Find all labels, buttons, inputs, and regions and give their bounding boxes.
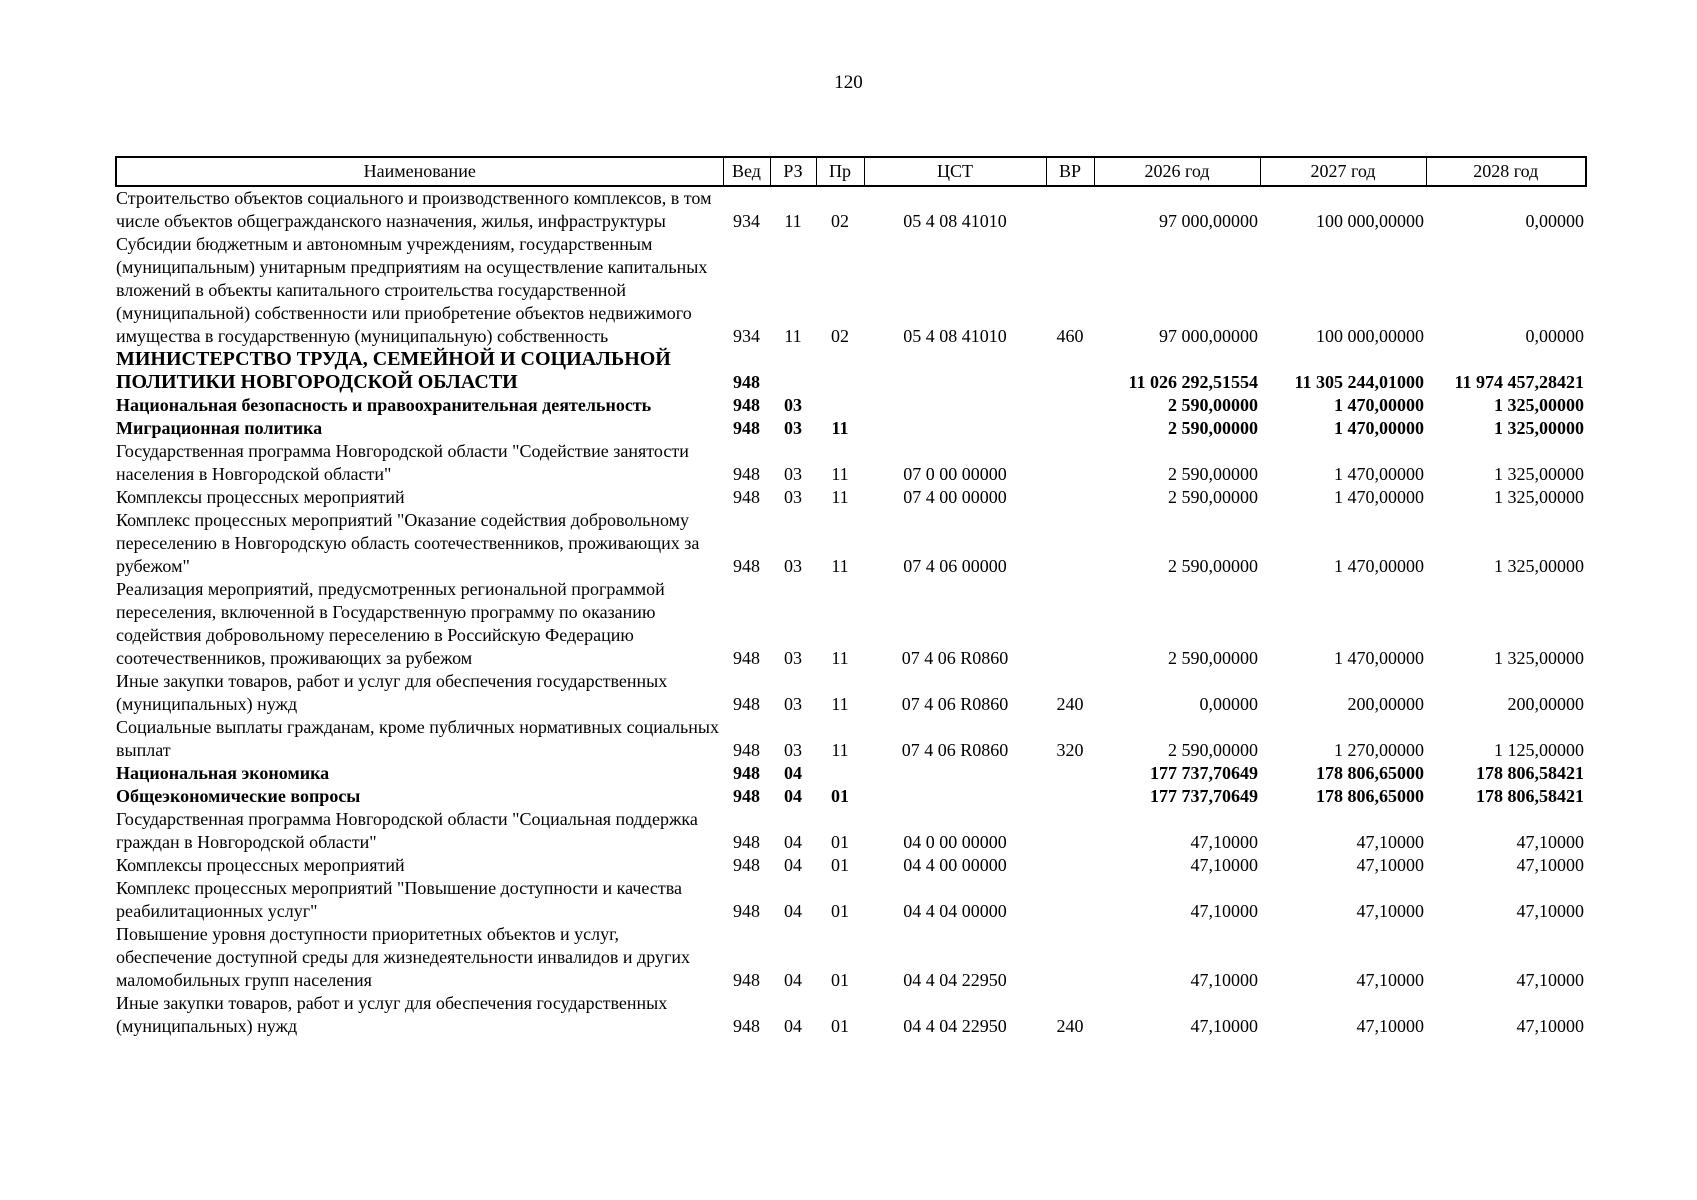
table-row	[116, 762, 1586, 785]
cell-2027: 178 806,65000	[1316, 763, 1424, 783]
cell-pr: 11	[831, 648, 849, 668]
cell-ved: 934	[733, 211, 760, 231]
cell-2026: 177 737,70649	[1150, 763, 1258, 783]
cell-2028: 0,00000	[1525, 326, 1584, 346]
cell-2028: 1 325,00000	[1494, 464, 1584, 484]
cell-pr	[816, 394, 864, 417]
cell-cst: 04 4 04 00000	[903, 901, 1007, 921]
cell-rz: 03	[784, 694, 802, 714]
cell-2027: 100 000,00000	[1316, 211, 1424, 231]
table-row	[116, 785, 1586, 808]
cell-2027: 1 470,00000	[1334, 395, 1424, 415]
cell-vr	[1046, 394, 1094, 417]
cell-rz: 04	[784, 786, 802, 806]
header-ved: Вед	[723, 157, 770, 186]
table-row	[116, 670, 1586, 716]
cell-ved: 948	[733, 372, 760, 392]
cell-2026: 2 590,00000	[1168, 418, 1258, 438]
cell-rz: 04	[784, 1016, 802, 1036]
cell-rz: 03	[784, 464, 802, 484]
cell-2026: 2 590,00000	[1168, 395, 1258, 415]
table-body	[116, 186, 1586, 1038]
cell-2026: 2 590,00000	[1168, 556, 1258, 576]
cell-pr: 01	[831, 901, 849, 921]
cell-cst: 05 4 08 41010	[903, 211, 1007, 231]
cell-ved: 948	[733, 694, 760, 714]
cell-2028: 1 325,00000	[1494, 556, 1584, 576]
cell-2028: 11 974 457,28421	[1454, 372, 1584, 392]
table-row	[116, 716, 1586, 762]
cell-2027: 47,10000	[1356, 855, 1424, 875]
cell-vr	[1046, 808, 1094, 854]
cell-vr	[1046, 186, 1094, 233]
cell-rz: 04	[784, 855, 802, 875]
cell-2028: 47,10000	[1516, 970, 1584, 990]
cell-rz: 04	[784, 970, 802, 990]
cell-ved: 948	[733, 395, 760, 415]
cell-2028: 200,00000	[1507, 694, 1584, 714]
cell-2027: 1 470,00000	[1334, 648, 1424, 668]
cell-ved: 948	[733, 740, 760, 760]
cell-name: Комплекс процессных мероприятий "Оказание содействия добровольному переселению в Новгородскую область соотечественников, проживающих за рубежом"	[116, 510, 700, 576]
cell-rz: 04	[784, 901, 802, 921]
cell-2026: 47,10000	[1190, 970, 1258, 990]
cell-name: Субсидии бюджетным и автономным учреждениям, государственным (муниципальным) унитарным предприятиям на осуществление капитальных вложений в объекты капитального строительства государственной (муниципальной) собственности или приобретение объектов недвижимого имущества в государственную (муниципальную) собственность	[116, 234, 708, 346]
cell-name: Иные закупки товаров, работ и услуг для обеспечения государственных (муниципальных) нужд	[116, 993, 668, 1036]
table-row	[116, 509, 1586, 578]
cell-2026: 97 000,00000	[1159, 211, 1258, 231]
header-2027: 2027 год	[1260, 157, 1426, 186]
cell-name: Повышение уровня доступности приоритетных объектов и услуг, обеспечение доступной среды для жизнедеятельности инвалидов и других маломобильных групп населения	[116, 924, 690, 990]
cell-2026: 2 590,00000	[1168, 487, 1258, 507]
table-row	[116, 923, 1586, 992]
cell-2028: 178 806,58421	[1476, 786, 1584, 806]
cell-cst: 07 4 06 00000	[903, 556, 1007, 576]
table-row	[116, 578, 1586, 670]
cell-rz: 11	[784, 211, 802, 231]
cell-name: Комплекс процессных мероприятий "Повышение доступности и качества реабилитационных услуг"	[116, 878, 682, 921]
cell-rz: 04	[784, 832, 802, 852]
cell-2026: 177 737,70649	[1150, 786, 1258, 806]
header-row	[116, 157, 1586, 186]
cell-ved: 948	[733, 648, 760, 668]
cell-pr: 11	[831, 740, 849, 760]
cell-2027: 47,10000	[1356, 1016, 1424, 1036]
cell-name: Реализация мероприятий, предусмотренных региональной программой переселения, включенной в Государственную программу по оказанию содействия добровольному переселению в Российскую Федерацию соотечественников, проживающих за рубежом	[116, 579, 665, 668]
table-row	[116, 992, 1586, 1038]
cell-cst	[864, 762, 1046, 785]
cell-vr	[1046, 417, 1094, 440]
cell-2027: 100 000,00000	[1316, 326, 1424, 346]
header-name: Наименование	[116, 157, 723, 186]
cell-2027: 1 470,00000	[1334, 487, 1424, 507]
cell-name: Национальная экономика	[116, 763, 330, 783]
cell-2028: 1 325,00000	[1494, 418, 1584, 438]
cell-ved: 948	[733, 556, 760, 576]
cell-2028: 47,10000	[1516, 855, 1584, 875]
cell-rz	[770, 348, 816, 394]
cell-vr: 460	[1056, 326, 1084, 346]
cell-2026: 0,00000	[1199, 694, 1258, 714]
cell-pr: 11	[831, 418, 849, 438]
cell-pr: 01	[831, 1016, 849, 1036]
table-header	[116, 157, 1586, 186]
cell-ved: 948	[733, 464, 760, 484]
cell-2028: 47,10000	[1516, 832, 1584, 852]
cell-cst: 04 0 00 00000	[903, 832, 1007, 852]
cell-cst: 07 4 06 R0860	[901, 740, 1009, 760]
cell-rz: 03	[784, 487, 802, 507]
cell-rz: 03	[784, 740, 802, 760]
cell-pr: 11	[831, 556, 849, 576]
cell-rz: 04	[784, 763, 802, 783]
cell-2027: 1 470,00000	[1334, 464, 1424, 484]
cell-vr	[1046, 440, 1094, 486]
cell-pr: 01	[831, 786, 849, 806]
header-pr: Пр	[816, 157, 864, 186]
table-row	[116, 440, 1586, 486]
cell-2026: 11 026 292,51554	[1128, 372, 1258, 392]
table-row	[116, 233, 1586, 348]
cell-name: Государственная программа Новгородской области "Социальная поддержка граждан в Новгородской области"	[116, 809, 698, 852]
cell-cst: 07 4 06 R0860	[901, 648, 1009, 668]
cell-name: Комплексы процессных мероприятий	[116, 855, 405, 875]
cell-rz: 03	[784, 418, 802, 438]
cell-cst: 07 4 00 00000	[903, 487, 1007, 507]
cell-ved: 948	[733, 763, 760, 783]
cell-pr: 01	[831, 970, 849, 990]
table-row	[116, 854, 1586, 877]
cell-ved: 948	[733, 418, 760, 438]
cell-name: Строительство объектов социального и производственного комплексов, в том числе объектов общегражданского назначения, жилья, инфраструктуры	[116, 188, 712, 231]
cell-vr	[1046, 877, 1094, 923]
cell-2027: 11 305 244,01000	[1294, 372, 1424, 392]
cell-2027: 1 470,00000	[1334, 556, 1424, 576]
cell-2027: 47,10000	[1356, 901, 1424, 921]
cell-name: Социальные выплаты гражданам, кроме публичных нормативных социальных выплат	[116, 717, 719, 760]
cell-cst	[864, 417, 1046, 440]
header-2028: 2028 год	[1426, 157, 1586, 186]
cell-vr: 240	[1056, 694, 1084, 714]
cell-ved: 948	[733, 901, 760, 921]
cell-vr	[1046, 578, 1094, 670]
header-rz: РЗ	[770, 157, 816, 186]
cell-cst: 04 4 00 00000	[903, 855, 1007, 875]
cell-cst: 05 4 08 41010	[903, 326, 1007, 346]
cell-2028: 47,10000	[1516, 1016, 1584, 1036]
cell-2027: 1 270,00000	[1334, 740, 1424, 760]
cell-2026: 2 590,00000	[1168, 740, 1258, 760]
cell-name: Государственная программа Новгородской области "Содействие занятости населения в Новгородской области"	[116, 441, 689, 484]
cell-cst	[864, 394, 1046, 417]
header-vr: ВР	[1046, 157, 1094, 186]
cell-cst	[864, 348, 1046, 394]
cell-2027: 200,00000	[1347, 694, 1424, 714]
cell-pr	[816, 348, 864, 394]
budget-table	[115, 156, 1587, 1038]
cell-2026: 2 590,00000	[1168, 648, 1258, 668]
cell-2027: 1 470,00000	[1334, 418, 1424, 438]
cell-vr: 320	[1056, 740, 1084, 760]
cell-2026: 47,10000	[1190, 832, 1258, 852]
cell-cst: 04 4 04 22950	[903, 970, 1007, 990]
cell-vr	[1046, 923, 1094, 992]
cell-name: Комплексы процессных мероприятий	[116, 487, 405, 507]
cell-vr: 240	[1056, 1016, 1084, 1036]
cell-name: Иные закупки товаров, работ и услуг для обеспечения государственных (муниципальных) нужд	[116, 671, 668, 714]
cell-vr	[1046, 509, 1094, 578]
cell-vr	[1046, 785, 1094, 808]
cell-2028: 1 325,00000	[1494, 648, 1584, 668]
cell-cst: 04 4 04 22950	[903, 1016, 1007, 1036]
cell-ved: 948	[733, 855, 760, 875]
table-row	[116, 186, 1586, 233]
cell-2027: 47,10000	[1356, 970, 1424, 990]
cell-vr	[1046, 486, 1094, 509]
cell-ved: 948	[733, 832, 760, 852]
table-row	[116, 808, 1586, 854]
table-row	[116, 877, 1586, 923]
page-number: 120	[834, 72, 863, 93]
cell-rz: 03	[784, 395, 802, 415]
cell-2028: 1 325,00000	[1494, 487, 1584, 507]
table-row	[116, 348, 1586, 394]
cell-pr	[816, 762, 864, 785]
cell-pr: 01	[831, 832, 849, 852]
cell-ved: 948	[733, 1016, 760, 1036]
cell-2028: 0,00000	[1525, 211, 1584, 231]
cell-cst: 07 4 06 R0860	[901, 694, 1009, 714]
cell-cst: 07 0 00 00000	[903, 464, 1007, 484]
cell-2028: 178 806,58421	[1476, 763, 1584, 783]
cell-rz: 03	[784, 648, 802, 668]
cell-pr: 02	[831, 326, 849, 346]
header-2026: 2026 год	[1094, 157, 1260, 186]
table-row	[116, 417, 1586, 440]
table-row	[116, 394, 1586, 417]
table-row	[116, 486, 1586, 509]
cell-2026: 47,10000	[1190, 901, 1258, 921]
cell-name: Общеэкономические вопросы	[116, 786, 361, 806]
cell-vr	[1046, 762, 1094, 785]
cell-pr: 11	[831, 487, 849, 507]
cell-ved: 948	[733, 487, 760, 507]
cell-vr	[1046, 348, 1094, 394]
cell-2028: 47,10000	[1516, 901, 1584, 921]
cell-pr: 11	[831, 464, 849, 484]
cell-2026: 97 000,00000	[1159, 326, 1258, 346]
cell-2028: 1 325,00000	[1494, 395, 1584, 415]
cell-vr	[1046, 854, 1094, 877]
cell-rz: 11	[784, 326, 802, 346]
cell-2028: 1 125,00000	[1494, 740, 1584, 760]
cell-2026: 47,10000	[1190, 1016, 1258, 1036]
cell-ved: 948	[733, 786, 760, 806]
cell-name: Национальная безопасность и правоохранительная деятельность	[116, 395, 652, 415]
cell-2027: 47,10000	[1356, 832, 1424, 852]
cell-cst	[864, 785, 1046, 808]
cell-2026: 2 590,00000	[1168, 464, 1258, 484]
cell-ved: 934	[733, 326, 760, 346]
cell-pr: 01	[831, 855, 849, 875]
header-cst: ЦСТ	[864, 157, 1046, 186]
cell-ved: 948	[733, 970, 760, 990]
cell-2027: 178 806,65000	[1316, 786, 1424, 806]
cell-2026: 47,10000	[1190, 855, 1258, 875]
cell-name: Миграционная политика	[116, 418, 323, 438]
cell-pr: 02	[831, 211, 849, 231]
cell-pr: 11	[831, 694, 849, 714]
cell-rz: 03	[784, 556, 802, 576]
cell-name: МИНИСТЕРСТВО ТРУДА, СЕМЕЙНОЙ И СОЦИАЛЬНОЙ ПОЛИТИКИ НОВГОРОДСКОЙ ОБЛАСТИ	[116, 348, 671, 393]
